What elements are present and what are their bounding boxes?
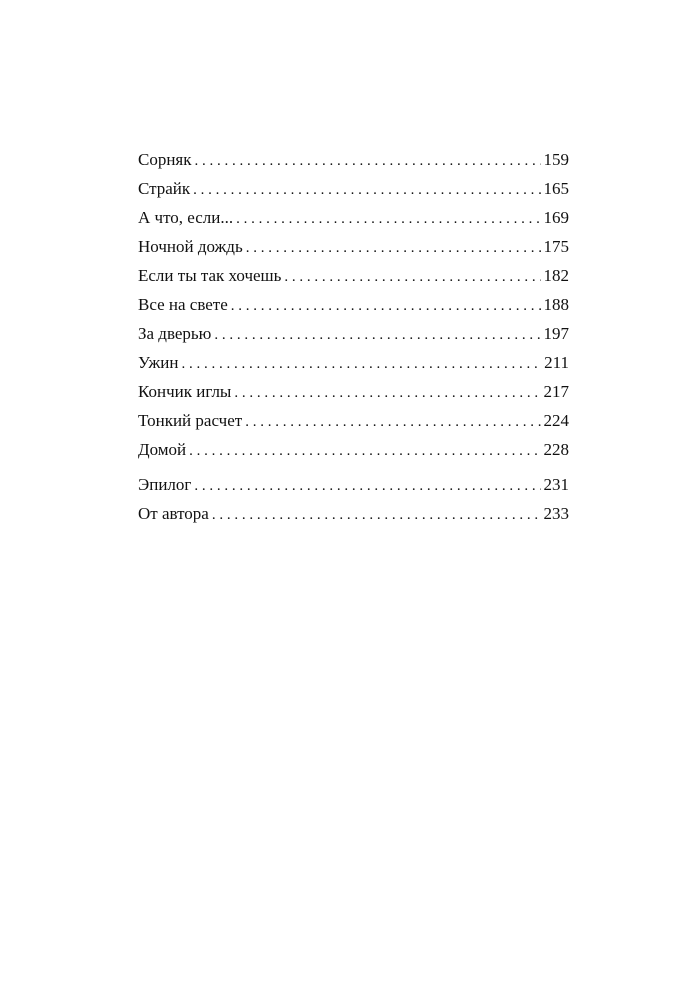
toc-entry-page: 217 xyxy=(543,382,569,401)
toc-entry-title: Тонкий расчет xyxy=(138,411,243,430)
toc-entry[interactable] xyxy=(138,203,569,232)
toc-entry-title: Страйк xyxy=(138,179,191,198)
dot-leader xyxy=(231,292,541,321)
toc-entry-page: 224 xyxy=(543,411,569,430)
toc-entry-title: Ужин xyxy=(138,353,179,372)
toc-entry[interactable] xyxy=(138,348,569,377)
toc-entry-title: От автора xyxy=(138,504,209,523)
toc-group-chapters xyxy=(138,145,569,464)
toc-entry-title: Эпилог xyxy=(138,475,192,494)
toc-entry-page: 231 xyxy=(543,475,569,494)
toc-entry-title: Кончик иглы xyxy=(138,382,232,401)
toc-entry[interactable] xyxy=(138,290,569,319)
toc-entry-page: 159 xyxy=(543,150,569,169)
toc-entry-page: 175 xyxy=(543,237,569,256)
toc-entry[interactable] xyxy=(138,406,569,435)
toc-entry-title: Домой xyxy=(138,440,187,459)
dot-leader xyxy=(193,176,540,205)
dot-leader xyxy=(236,205,540,234)
toc-entry[interactable] xyxy=(138,470,569,499)
toc-entry-page: 165 xyxy=(543,179,569,198)
toc-entry[interactable] xyxy=(138,232,569,261)
toc-entry-page: 233 xyxy=(543,504,569,523)
dot-leader xyxy=(212,501,541,530)
dot-leader xyxy=(189,437,540,466)
dot-leader xyxy=(214,321,540,350)
toc-entry-title: За дверью xyxy=(138,324,212,343)
dot-leader xyxy=(234,379,540,408)
toc-entry[interactable] xyxy=(138,377,569,406)
toc-entry-title: Ночной дождь xyxy=(138,237,243,256)
toc-entry-title: А что, если... xyxy=(138,208,234,227)
toc-entry[interactable] xyxy=(138,145,569,174)
toc-entry-page: 228 xyxy=(543,440,569,459)
dot-leader xyxy=(194,472,540,501)
toc-entry[interactable] xyxy=(138,174,569,203)
toc-entry-title: Сорняк xyxy=(138,150,192,169)
toc-entry-page: 182 xyxy=(543,266,569,285)
toc-entry[interactable] xyxy=(138,261,569,290)
toc-entry-title: Все на свете xyxy=(138,295,228,314)
toc-entry-title: Если ты так хочешь xyxy=(138,266,282,285)
toc-entry-page: 211 xyxy=(544,353,569,372)
dot-leader xyxy=(246,234,541,263)
toc-entry-page: 197 xyxy=(543,324,569,343)
toc-group-back-matter xyxy=(138,470,569,528)
dot-leader xyxy=(284,263,540,292)
toc-entry[interactable] xyxy=(138,499,569,528)
dot-leader xyxy=(195,147,541,176)
dot-leader xyxy=(245,408,540,437)
toc-entry[interactable] xyxy=(138,319,569,348)
toc-entry-page: 188 xyxy=(543,295,569,314)
dot-leader xyxy=(181,350,541,379)
table-of-contents xyxy=(138,145,569,528)
toc-entry-page: 169 xyxy=(543,208,569,227)
toc-entry[interactable] xyxy=(138,435,569,464)
